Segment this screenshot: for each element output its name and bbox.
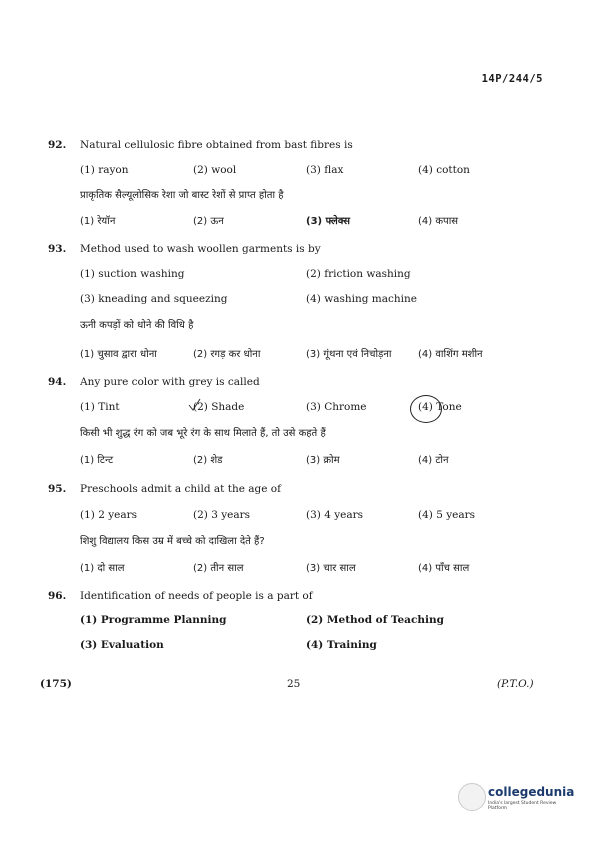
page-number: 25 (287, 678, 301, 690)
option-3-hindi: (3) चार साल (306, 563, 356, 574)
footer-code: (175) (40, 678, 72, 690)
option-2: (2) wool (193, 164, 237, 176)
option-2-hindi: (2) ऊन (193, 216, 224, 227)
paper-code: 14P/244/5 (481, 73, 543, 85)
option-3-hindi: (3) क्रोम (306, 455, 340, 466)
option-4-hindi: (4) पाँच साल (418, 563, 470, 574)
option-1: (1) suction washing (80, 268, 185, 280)
option-2: (2) Method of Teaching (306, 614, 444, 626)
option-3: (3) 4 years (306, 509, 364, 521)
option-1-hindi: (1) दो साल (80, 563, 125, 574)
option-2: (2) 3 years (193, 509, 251, 521)
question-text-hindi: ऊनी कपड़ों को धोने की विधि है (80, 320, 194, 331)
option-1-hindi: (1) रेयॉन (80, 216, 116, 227)
option-4: (4) cotton (418, 164, 470, 176)
question-number: 94. (48, 376, 67, 388)
option-4: (4) Tone (418, 401, 462, 413)
question-text-hindi: शिशु विद्यालय किस उम्र में बच्चे को दाखिला देते हैं? (80, 536, 265, 547)
option-4-hindi: (4) टोन (418, 455, 449, 466)
option-3: (3) Evaluation (80, 639, 164, 651)
question-text: Method used to wash woollen garments is by (80, 243, 321, 255)
option-1: (1) 2 years (80, 509, 138, 521)
option-4: (4) Training (306, 639, 377, 651)
option-4: (4) 5 years (418, 509, 476, 521)
option-4-hindi: (4) कपास (418, 216, 459, 227)
option-1: (1) Programme Planning (80, 614, 227, 626)
option-1-hindi: (1) चुसाव द्वारा धोना (80, 349, 157, 360)
option-1: (1) Tint (80, 401, 120, 413)
question-number: 95. (48, 483, 67, 495)
question-text: Natural cellulosic fibre obtained from bast fibres is (80, 139, 353, 151)
option-4-hindi: (4) वाशिंग मशीन (418, 349, 483, 360)
option-2: (2) Shade (193, 401, 245, 413)
option-2-hindi: (2) शेड (193, 455, 223, 466)
collegedunia-logo: collegedunia India's largest Student Review Platform (456, 779, 576, 819)
question-number: 92. (48, 139, 67, 151)
question-text-hindi: किसी भी शुद्ध रंग को जब भूरे रंग के साथ मिलाते हैं, तो उसे कहते हैं (80, 428, 326, 439)
mascot-icon (458, 783, 486, 811)
option-2-hindi: (2) तीन साल (193, 563, 244, 574)
option-3: (3) Chrome (306, 401, 367, 413)
option-3-hindi: (3) फ्लेक्स (306, 216, 350, 227)
question-number: 93. (48, 243, 67, 255)
pto-label: (P.T.O.) (497, 678, 534, 690)
option-4: (4) washing machine (306, 293, 417, 305)
question-number: 96. (48, 590, 67, 602)
option-3: (3) flax (306, 164, 344, 176)
question-text: Any pure color with grey is called (80, 376, 260, 388)
question-text-hindi: प्राकृतिक सैल्यूलोसिक रेशा जो बास्ट रेशों से प्राप्त होता है (80, 190, 284, 201)
question-text: Preschools admit a child at the age of (80, 483, 282, 495)
option-3: (3) kneading and squeezing (80, 293, 228, 305)
option-3-hindi: (3) गूंथना एवं निचोड़ना (306, 349, 392, 360)
question-text: Identification of needs of people is a part of (80, 590, 313, 602)
option-2: (2) friction washing (306, 268, 411, 280)
option-1: (1) rayon (80, 164, 129, 176)
option-1-hindi: (1) टिन्ट (80, 455, 114, 466)
option-2-hindi: (2) रगड़ कर धोना (193, 349, 261, 360)
